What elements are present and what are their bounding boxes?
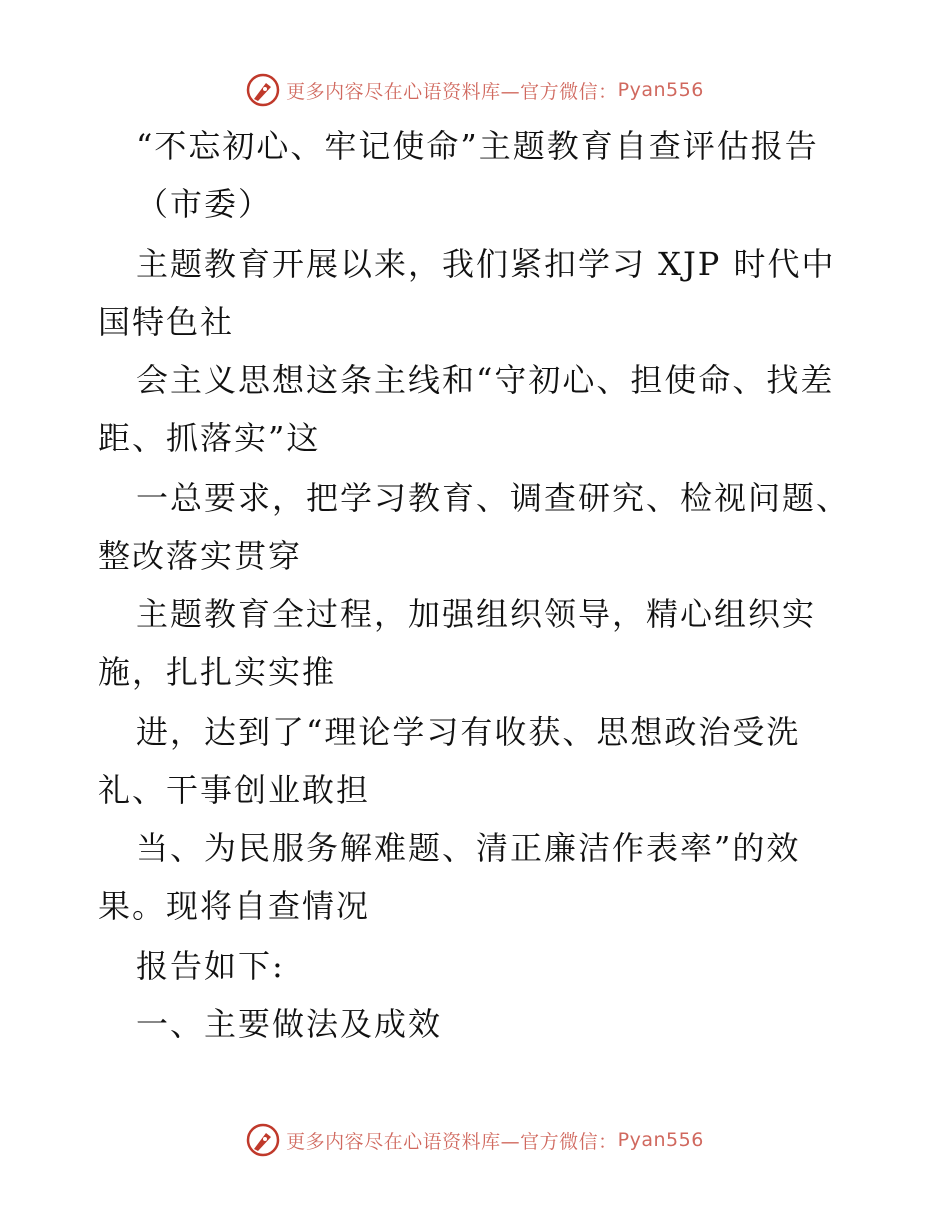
- paragraph-line: 施，扎扎实实推: [98, 653, 337, 691]
- pen-nib-logo-icon: [246, 73, 280, 107]
- section-heading: 一、主要做法及成效: [136, 1005, 443, 1043]
- paragraph-line: 当、为民服务解难题、清正廉洁作表率”的效: [136, 829, 801, 867]
- watermark-site-text: 更多内容尽在心语资料库—官方微信：: [286, 1130, 618, 1153]
- pen-nib-logo-icon: [246, 1123, 280, 1157]
- watermark-site-text: 更多内容尽在心语资料库—官方微信：: [286, 80, 618, 103]
- paragraph-line: 主题教育全过程，加强组织领导，精心组织实: [136, 595, 817, 633]
- paragraph-line: 主题教育开展以来，我们紧扣学习 XJP 时代中: [136, 245, 836, 283]
- paragraph-line: 国特色社: [98, 303, 235, 341]
- watermark-handle: Pyan556: [617, 1129, 704, 1151]
- paragraph-line: 整改落实贯穿: [98, 537, 303, 575]
- paragraph-line: 果。现将自查情况: [98, 887, 371, 925]
- paragraph-line: 进，达到了“理论学习有收获、思想政治受洗: [136, 713, 801, 751]
- document-title: “不忘初心、牢记使命”主题教育自查评估报告: [136, 127, 819, 165]
- document-subtitle: （市委）: [136, 185, 273, 223]
- watermark-handle: Pyan556: [617, 79, 704, 101]
- footer-watermark: [0, 1120, 950, 1160]
- header-watermark: [0, 70, 950, 110]
- paragraph-line: 一总要求，把学习教育、调查研究、检视问题、: [136, 479, 851, 517]
- paragraph-line: 会主义思想这条主线和“守初心、担使命、找差: [136, 361, 835, 399]
- paragraph-line: 距、抓落实”这: [98, 419, 321, 457]
- paragraph-line: 报告如下:: [136, 947, 285, 985]
- paragraph-line: 礼、干事创业敢担: [98, 771, 371, 809]
